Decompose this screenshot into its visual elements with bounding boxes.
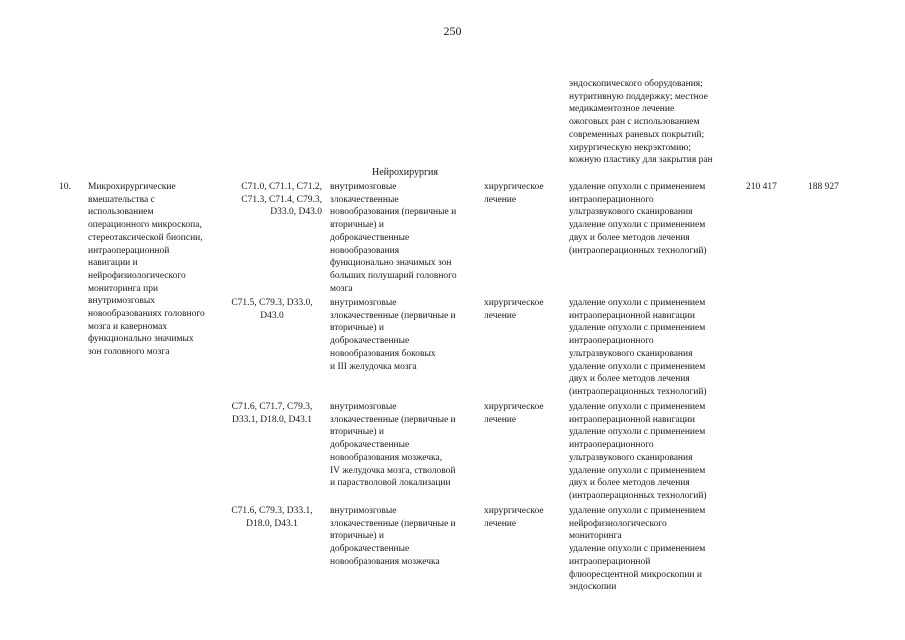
treatment-method: удаление опухоли с применением интраоперационной навигации удаление опухоли с применением интраоперационного ультразвукового сканирования удаление опухоли с применением двух и более методов лечения (интраоперационных технологий) bbox=[569, 402, 707, 501]
cost-value-2: 188 927 bbox=[808, 182, 839, 192]
entry-number: 10. bbox=[59, 182, 71, 192]
icd-codes: C71.6, C79.3, D33.1, D18.0, D43.1 bbox=[231, 506, 313, 529]
section-title: Нейрохирургия bbox=[371, 167, 439, 178]
carryover-method-text: эндоскопического оборудования; нутритивную поддержку; местное медикаментозное лечение ожоговых ран с использованием современных раневых покрытий; хирургическую некрэктомию; кожную пластику для закрытия ран bbox=[569, 79, 713, 166]
treatment-type: хирургическое лечение bbox=[484, 298, 544, 321]
treatment-method: удаление опухоли с применением интраоперационной навигации удаление опухоли с применением интраоперационного ультразвукового сканирования удаление опухоли с применением двух и более методов лечения (интраоперационных технологий) bbox=[569, 298, 707, 397]
icd-codes: C71.6, C71.7, C79.3, D33.1, D18.0, D43.1 bbox=[231, 402, 313, 425]
treatment-type: хирургическое лечение bbox=[484, 402, 544, 425]
procedure-name: Микрохирургические вмешательства с использованием операционного микроскопа, стереотаксической биопсии, интраоперационной навигации и нейрофизиологического мониторинга при внутримозговых новообразованиях головного мозга и каверномах функционально значимых зон головного мозга bbox=[88, 182, 205, 358]
page-number: 250 bbox=[443, 24, 462, 38]
patient-model: внутримозговые злокачественные новообразования (первичные и вторичные) и доброкачественные новообразования функционально значимых зон больших полушарий головного мозга bbox=[330, 182, 457, 294]
icd-codes: C71.0, C71.1, C71.2, C71.3, C71.4, C79.3, D33.0, D43.0 bbox=[241, 182, 322, 218]
treatment-method: удаление опухоли с применением нейрофизиологического мониторинга удаление опухоли с применением интраоперационной флюоресцентной микроскопии и эндоскопии bbox=[569, 506, 706, 593]
patient-model: внутримозговые злокачественные (первичные и вторичные) и доброкачественные новообразования боковых и III желудочка мозга bbox=[330, 298, 456, 372]
treatment-type: хирургическое лечение bbox=[484, 182, 544, 205]
cost-value-1: 210 417 bbox=[746, 182, 777, 192]
treatment-type: хирургическое лечение bbox=[484, 506, 544, 529]
treatment-method: удаление опухоли с применением интраоперационного ультразвукового сканирования удаление опухоли с применением двух и более методов лечения (интраоперационных технологий) bbox=[569, 182, 707, 256]
patient-model: внутримозговые злокачественные (первичные и вторичные) и доброкачественные новообразования мозжечка, IV желудочка мозга, стволовой и парастволовой локализации bbox=[330, 402, 456, 489]
patient-model: внутримозговые злокачественные (первичные и вторичные) и доброкачественные новообразования мозжечка bbox=[330, 506, 456, 567]
icd-codes: C71.5, C79.3, D33.0, D43.0 bbox=[231, 298, 313, 321]
